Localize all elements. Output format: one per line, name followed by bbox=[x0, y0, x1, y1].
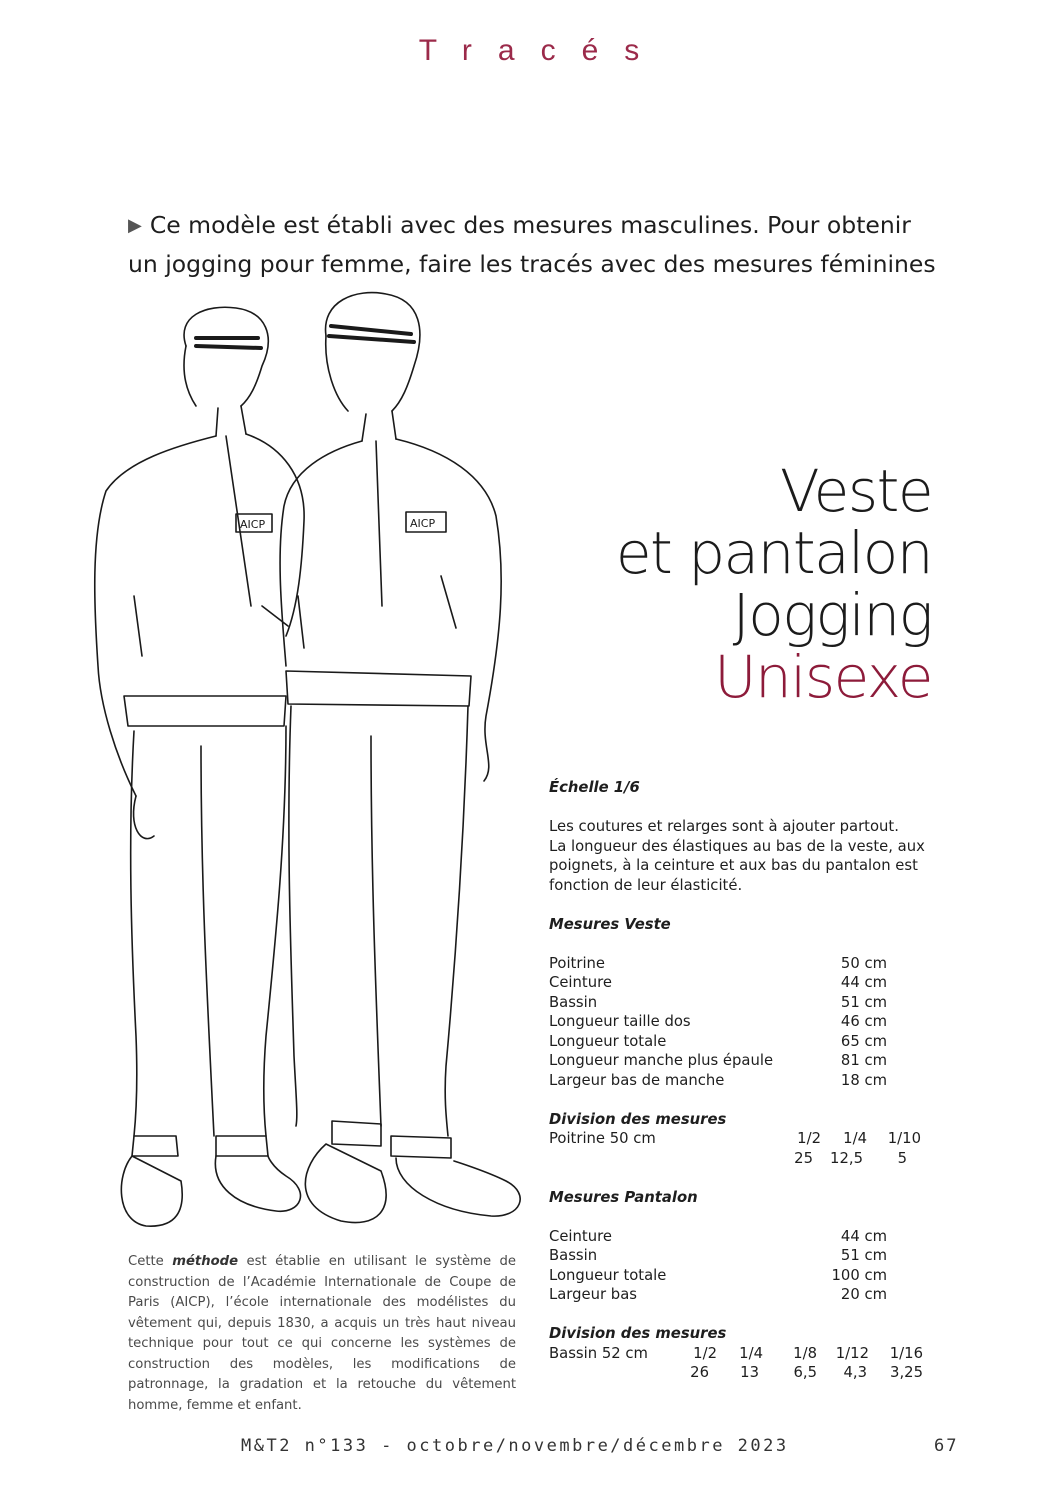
specs-block bbox=[549, 778, 929, 1383]
page-number: 67 bbox=[934, 1436, 959, 1456]
pantalon-row: Largeur bas 20 cm bbox=[549, 1286, 887, 1303]
jogging-illustration bbox=[36, 276, 546, 1246]
figure-left bbox=[95, 307, 304, 1226]
footer-issue: M&T2 n°133 - octobre/novembre/décembre 2023 bbox=[241, 1436, 789, 1456]
pantalon-division-fractions: Bassin 52 cm 1/2 1/4 1/8 1/12 1/16 bbox=[549, 1344, 923, 1362]
veste-division-heading: Division des mesures bbox=[549, 1110, 727, 1128]
veste-row: Poitrine 50 cm bbox=[549, 954, 887, 972]
veste-division-values: 25 12,5 5 bbox=[794, 1149, 907, 1167]
pantalon-division-heading: Division des mesures bbox=[549, 1325, 727, 1342]
title-line-1: Veste bbox=[780, 457, 932, 525]
veste-row: Ceinture 44 cm bbox=[549, 974, 887, 991]
veste-row: Longueur taille dos 46 cm bbox=[549, 1013, 887, 1030]
veste-row: Longueur manche plus épaule 81 cm bbox=[549, 1052, 887, 1069]
pantalon-row: Bassin 51 cm bbox=[549, 1247, 887, 1264]
triangle-icon: ▶ bbox=[128, 215, 142, 236]
notes-line-1: Les coutures et relarges sont à ajouter partout. bbox=[549, 818, 899, 835]
intro-sentence: Ce modèle est établi avec des mesures masculines. Pour obtenir un jogging pour femme, faire les tracés avec des mesures féminines bbox=[128, 211, 936, 278]
section-title: Tracés bbox=[418, 34, 666, 67]
title-line-4: Unisexe bbox=[714, 643, 932, 711]
veste-division-fractions: Poitrine 50 cm 1/2 1/4 1/10 bbox=[549, 1130, 921, 1147]
method-note-bold: méthode bbox=[172, 1254, 239, 1269]
figure-right bbox=[280, 293, 520, 1223]
notes-line-2: La longueur des élastiques au bas de la veste, aux poignets, à la ceinture et aux bas du pantalon est fonction de leur élasticité. bbox=[549, 837, 925, 894]
scale-heading: Échelle 1/6 bbox=[549, 779, 640, 796]
badge-right: AICP bbox=[410, 517, 436, 530]
badge-left: AICP bbox=[240, 518, 266, 531]
title-line-3: Jogging bbox=[732, 581, 932, 649]
veste-row: Largeur bas de manche 18 cm bbox=[549, 1071, 887, 1089]
title-line-2: et pantalon bbox=[615, 519, 932, 587]
pantalon-row: Longueur totale 100 cm bbox=[549, 1266, 887, 1284]
pantalon-heading: Mesures Pantalon bbox=[549, 1188, 698, 1206]
veste-row: Bassin 51 cm bbox=[549, 993, 887, 1011]
veste-heading: Mesures Veste bbox=[549, 915, 671, 933]
veste-row: Longueur totale 65 cm bbox=[549, 1032, 887, 1050]
pantalon-row: Ceinture 44 cm bbox=[549, 1227, 887, 1245]
page-title bbox=[615, 457, 932, 711]
pantalon-division-values: 26 13 6,5 4,3 3,25 bbox=[690, 1364, 923, 1381]
intro-text bbox=[128, 206, 948, 283]
method-note: Cette méthode est établie en utilisant le système de construction de l’Académie Internationale de Coupe de Paris (AICP), l’école internationale des modélistes du vêtement qui, depuis 1830, a acquis un très haut niveau technique pour tout ce qui concerne les systèmes de construction des modèles, les modifications de patronnage, la gradation et la retouche du vêtement homme, femme et enfant. bbox=[128, 1254, 516, 1413]
